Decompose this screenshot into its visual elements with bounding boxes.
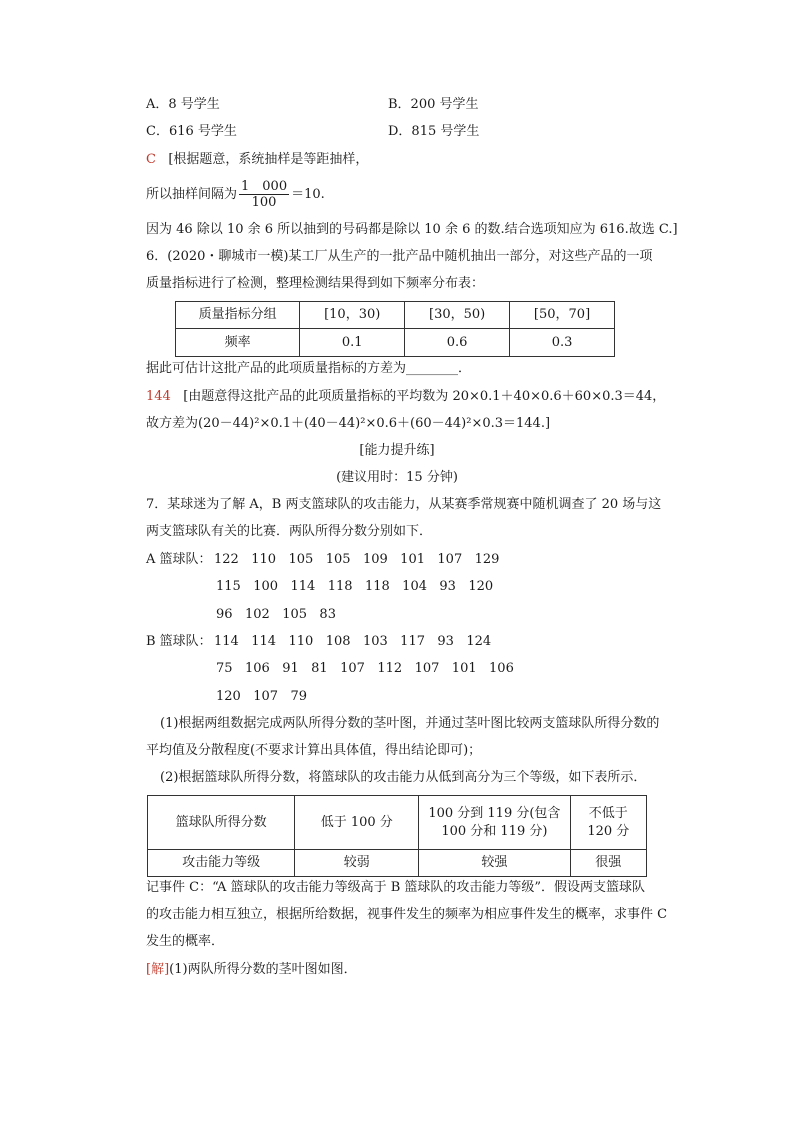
- team-a-row-1: [214, 551, 499, 569]
- score: 129: [474, 552, 500, 567]
- freq-table-value-3: 0.3: [510, 329, 615, 357]
- score: 101: [451, 661, 477, 676]
- q6-question: 据此可估计这批产品的此项质量指标的方差为________．: [146, 361, 472, 376]
- score: 81: [311, 661, 328, 676]
- q5-solution-line1: C [根据题意，系统抽样是等距抽样，: [146, 152, 369, 167]
- q6-solution-line1: 144 [由题意得这批产品的此项质量指标的平均数为 20×0.1＋40×0.6＋60×0.3＝44，: [146, 389, 666, 404]
- team-b-row-3: [216, 688, 307, 706]
- score: 100: [253, 579, 279, 594]
- score: 109: [362, 552, 388, 567]
- q6-solution-line2: 故方差为(20－44)²×0.1＋(40－44)²×0.6＋(60－44)²×0.3＝144.]: [146, 416, 551, 431]
- q7-stem-line2: 两支篮球队有关的比赛．两队所得分数分别如下．: [146, 524, 433, 539]
- solution-tag: [解]: [146, 962, 170, 977]
- score: 120: [468, 579, 494, 594]
- q7-part1-line2: 平均值及分散程度(不要求计算出具体值，得出结论即可)；: [146, 743, 482, 758]
- q5-answer: C: [146, 152, 156, 167]
- q7-stem-line1: 7．某球迷为了解 A，B 两支篮球队的攻击能力，从某赛季常规赛中随机调查了 20 场与这: [146, 497, 662, 512]
- team-b-label: B 篮球队：: [146, 634, 212, 649]
- score: 102: [244, 607, 270, 622]
- freq-table-value-2: 0.6: [405, 329, 510, 357]
- section-title: [能力提升练]: [359, 443, 435, 458]
- score: 107: [437, 552, 463, 567]
- score: 93: [439, 579, 456, 594]
- q7-part1-line1: (1)根据两组数据完成两队所得分数的茎叶图，并通过茎叶图比较两支篮球队所得分数的: [160, 716, 660, 731]
- score: 120: [216, 689, 241, 704]
- q6-stem-line2: 质量指标进行了检测，整理检测结果得到如下频率分布表：: [146, 276, 485, 291]
- score: 107: [340, 661, 365, 676]
- option-d: D．815 号学生: [388, 124, 480, 139]
- team-a-label: A 篮球队：: [146, 552, 212, 567]
- freq-table-header-group: 质量指标分组: [176, 302, 300, 329]
- level-table-header-mid: 100 分到 119 分(包含 100 分和 119 分): [419, 796, 570, 850]
- score: 106: [244, 661, 270, 676]
- score: 104: [402, 579, 427, 594]
- score: 93: [437, 634, 454, 649]
- score: 107: [253, 689, 279, 704]
- score: 105: [325, 552, 351, 567]
- score: 96: [216, 607, 233, 622]
- q7-event-line2: 的攻击能力相互独立，根据所给数据，视事件发生的频率为相应事件发生的概率，求事件 C: [146, 907, 668, 922]
- score: 107: [414, 661, 440, 676]
- score: 105: [288, 552, 314, 567]
- q6-stem-line1: 6．(2020・聊城市一模)某工厂从生产的一批产品中随机抽出一部分，对这些产品的一项: [146, 249, 653, 264]
- q7-event-line1: 记事件 C：“A 篮球队的攻击能力等级高于 B 篮球队的攻击能力等级”．假设两支篮球队: [146, 880, 646, 895]
- freq-table-header-2: [30，50): [405, 302, 510, 329]
- team-b-row-2: [216, 660, 514, 678]
- frequency-table: [175, 301, 615, 357]
- level-strong: 较强: [419, 850, 570, 877]
- option-c: C．616 号学生: [146, 124, 237, 139]
- q6-answer: 144: [146, 389, 171, 404]
- level-table-header-high: 不低于 120 分: [570, 796, 646, 850]
- score: 117: [400, 634, 425, 649]
- attack-level-table: [147, 795, 647, 877]
- score: 112: [377, 661, 403, 676]
- option-b: B．200 号学生: [388, 97, 479, 112]
- score: 103: [362, 634, 388, 649]
- freq-table-value-1: 0.1: [300, 329, 405, 357]
- score: 105: [282, 607, 308, 622]
- freq-table-row-label: 频率: [176, 329, 300, 357]
- freq-table-header-3: [50，70]: [510, 302, 615, 329]
- level-weak: 较弱: [295, 850, 419, 877]
- score: 124: [466, 634, 492, 649]
- level-table-header-low: 低于 100 分: [295, 796, 419, 850]
- score: 108: [325, 634, 351, 649]
- score: 114: [290, 579, 316, 594]
- team-a-row-2: [216, 578, 493, 596]
- q5-solution-line3: 因为 46 除以 10 余 6 所以抽到的号码都是除以 10 余 6 的数.结合选项知应为 616.故选 C.]: [146, 222, 678, 237]
- score: 101: [400, 552, 425, 567]
- q7-part2: (2)根据篮球队所得分数，将篮球队的攻击能力从低到高分为三个等级，如下表所示．: [160, 770, 647, 785]
- score: 110: [251, 552, 277, 567]
- score: 79: [290, 689, 308, 704]
- score: 106: [489, 661, 514, 676]
- level-table-header-score: 篮球队所得分数: [148, 796, 295, 850]
- score: 118: [327, 579, 353, 594]
- team-a-row-3: [216, 606, 336, 624]
- freq-table-header-1: [10，30): [300, 302, 405, 329]
- option-a: A．8 号学生: [146, 97, 220, 112]
- score: 91: [282, 661, 299, 676]
- level-table-row-label: 攻击能力等级: [148, 850, 295, 877]
- score: 118: [364, 579, 390, 594]
- score: 114: [251, 634, 277, 649]
- score: 75: [216, 661, 233, 676]
- score: 114: [214, 634, 239, 649]
- score: 115: [216, 579, 241, 594]
- score: 83: [319, 607, 336, 622]
- level-very-strong: 很强: [570, 850, 646, 877]
- q7-solution: [解](1)两队所得分数的茎叶图如图．: [146, 962, 357, 977]
- interval-fraction: $\frac{1 000}{100}$: [241, 179, 288, 210]
- section-time: (建议用时：15 分钟): [336, 470, 458, 485]
- team-b-row-1: [214, 633, 491, 651]
- score: 110: [288, 634, 314, 649]
- score: 122: [214, 552, 239, 567]
- q7-event-line3: 发生的概率．: [146, 934, 225, 949]
- q5-solution-line2: 所以抽样间隔为 $\frac{1 000}{100}$ ＝10.: [146, 179, 325, 210]
